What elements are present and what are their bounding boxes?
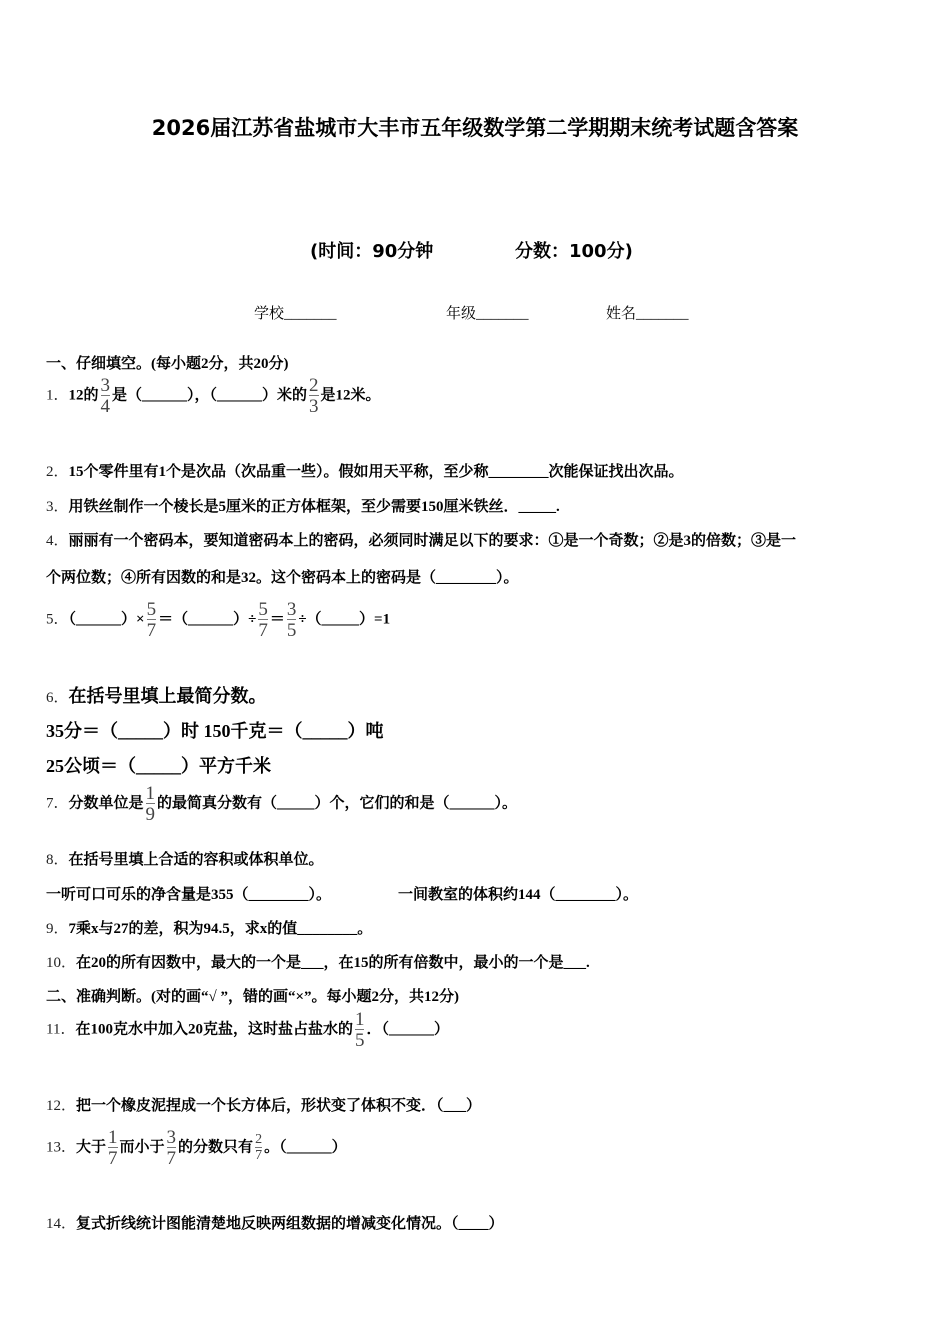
fraction-1-7: $\frac{1}{7}$	[108, 1127, 118, 1169]
question-number: 7．	[46, 795, 69, 812]
q7-text-b: 的最简真分数有（_____）个，它们的和是（______）。	[157, 795, 518, 812]
q2-text: 15个零件里有1个是次品（次品重一些）。假如用天平称，至少称________次能保证找出次品。	[68, 464, 684, 480]
fraction-2-3: $\frac{2}{3}$	[309, 375, 319, 417]
q13-text-c: 的分数只有	[178, 1139, 254, 1156]
question-number: 8．	[46, 852, 69, 868]
question-8	[46, 848, 324, 869]
section2-heading: 二、准确判断。(对的画“√ ”，错的画“×”。每小题2分，共12分)	[46, 989, 460, 1005]
name-field: 姓名_______	[606, 306, 689, 322]
question-7	[46, 784, 517, 824]
question-number: 4．	[46, 533, 69, 549]
section1-heading: 一、仔细填空。(每小题2分，共20分)	[46, 356, 289, 372]
q13-text-b: 而小于	[119, 1139, 165, 1156]
q1-text-a: 12的	[68, 387, 99, 404]
question-6	[46, 682, 267, 708]
fraction-3-5: $\frac{3}{5}$	[286, 599, 297, 641]
question-number: 12．	[46, 1098, 77, 1114]
question-14	[46, 1212, 504, 1233]
fraction-1-9: $\frac{1}{9}$	[145, 783, 156, 825]
question-11	[46, 1010, 449, 1050]
q14-text: 复式折线统计图能清楚地反映两组数据的增减变化情况。（____）	[76, 1216, 504, 1232]
page-title: 2026届江苏省盐城市大丰市五年级数学第二学期期末统考试题含答案	[151, 116, 799, 140]
fraction-5-7: $\frac{5}{7}$	[146, 599, 157, 641]
fraction-5-7: $\frac{5}{7}$	[258, 599, 268, 641]
question-3	[46, 495, 560, 516]
question-number: 6．	[46, 690, 69, 706]
question-1	[46, 376, 381, 416]
grade-field: 年级_______	[446, 306, 529, 322]
question-10	[46, 951, 590, 972]
q11-text-b: ．（______）	[366, 1021, 449, 1038]
question-2	[46, 460, 684, 481]
q10-text: 在20的所有因数中，最大的一个是___，在15的所有倍数中，最小的一个是___.	[76, 955, 590, 971]
q5-text-b: ＝（______）÷	[158, 611, 257, 628]
q7-text-a: 分数单位是	[68, 795, 144, 812]
question-number: 2．	[46, 464, 69, 480]
fraction-3-7: $\frac{3}{7}$	[166, 1127, 177, 1169]
school-field: 学校_______	[254, 306, 337, 322]
fraction-1-5: $\frac{1}{5}$	[354, 1009, 365, 1051]
q5-text-c: ÷（_____）=1	[298, 611, 391, 628]
equals-sign: ＝	[269, 611, 285, 628]
q6-text: 在括号里填上最简分数。	[68, 686, 267, 706]
question-4	[46, 529, 796, 550]
question-number: 5．	[46, 611, 69, 628]
question-4-line2: 个两位数；④所有因数的和是32。这个密码本上的密码是（________）。	[46, 570, 519, 586]
question-9	[46, 917, 372, 938]
q13-text-a: 大于	[76, 1139, 107, 1156]
question-8-line1b: 一间教室的体积约144（________）。	[398, 887, 639, 903]
question-13	[46, 1128, 347, 1168]
question-number: 14．	[46, 1216, 77, 1232]
q8-text: 在括号里填上合适的容积或体积单位。	[68, 852, 324, 868]
question-number: 9．	[46, 921, 69, 937]
question-number: 3．	[46, 499, 69, 515]
q9-text: 7乘x与27的差，积为94.5，求x的值________。	[68, 921, 373, 937]
q3-text: 用铁丝制作一个棱长是5厘米的正方体框架，至少需要150厘米铁丝．_____.	[68, 499, 560, 515]
q4-line1: 丽丽有一个密码本，要知道密码本上的密码，必须同时满足以下的要求：①是一个奇数；②是3的倍数；③是一	[68, 533, 797, 549]
fraction-3-4: $\frac{3}{4}$	[100, 375, 111, 417]
q13-text-d: 。（______）	[264, 1139, 347, 1156]
question-number: 11．	[46, 1021, 76, 1038]
question-5	[46, 600, 390, 640]
q5-text-a: （______）×	[68, 611, 145, 628]
q11-text-a: 在100克水中加入20克盐，这时盐占盐水的	[75, 1021, 353, 1038]
q1-text-b: 是（______），（______）米的	[112, 387, 308, 404]
question-6-line1: 35分＝（_____）时 150千克＝（_____）吨	[46, 721, 384, 741]
exam-score: 分数：100分)	[515, 241, 633, 262]
q12-text: 把一个橡皮泥捏成一个长方体后，形状变了体积不变．（___）	[76, 1098, 482, 1114]
question-number: 10．	[46, 955, 77, 971]
question-8-line1a: 一听可口可乐的净含量是355（________）。	[46, 887, 332, 903]
question-number: 13．	[46, 1139, 77, 1156]
question-number: 1．	[46, 387, 69, 404]
question-12	[46, 1094, 481, 1115]
exam-time: (时间：90分钟	[310, 241, 434, 262]
question-6-line2: 25公顷＝（_____）平方千米	[46, 756, 271, 776]
q1-text-c: 是12米。	[320, 387, 381, 404]
fraction-2-7: $\frac{2}{7}$	[255, 1132, 263, 1163]
